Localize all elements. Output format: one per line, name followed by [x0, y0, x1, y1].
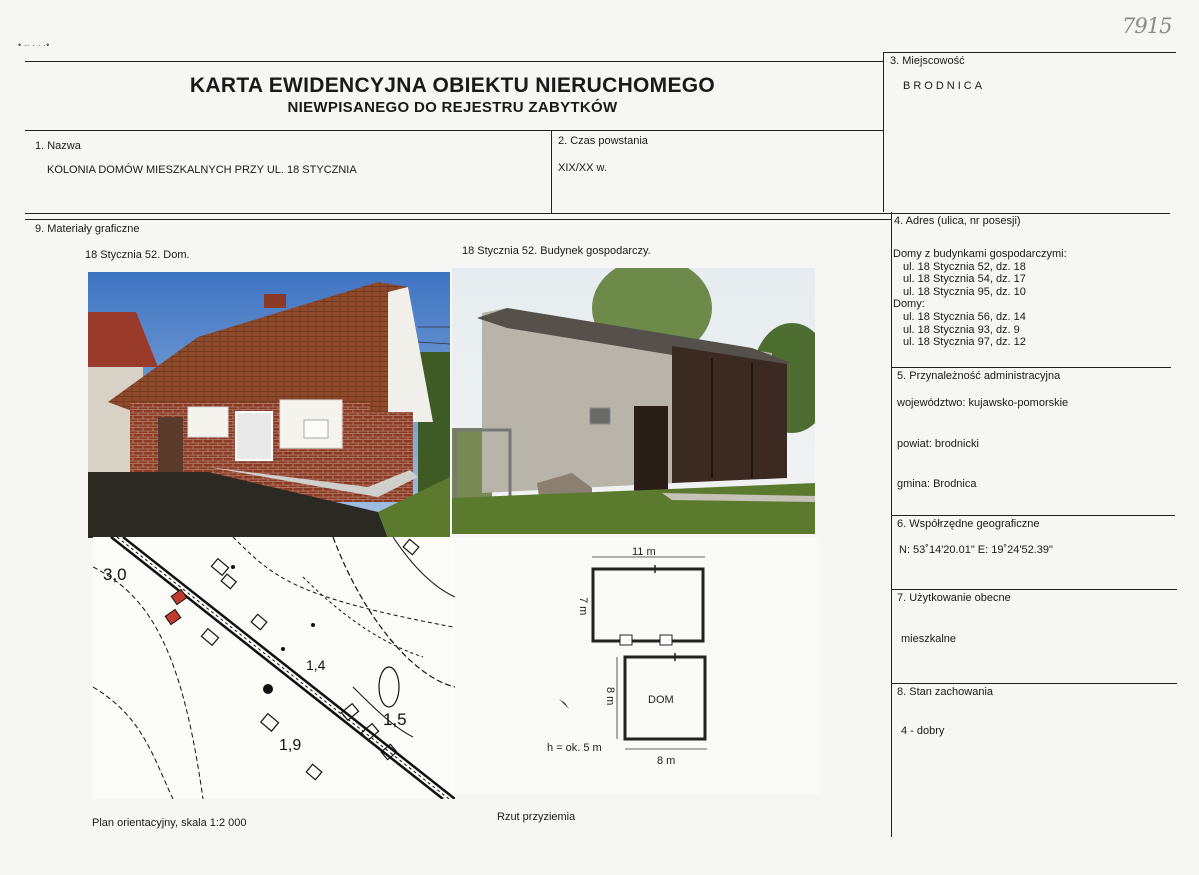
adres-line: ul. 18 Stycznia 93, dz. 9: [903, 323, 1020, 336]
plan-dom-label: DOM: [648, 694, 674, 706]
photo-barn: [452, 268, 815, 534]
czas-label: 2. Czas powstania: [558, 135, 648, 147]
document-title: KARTA EWIDENCYJNA OBIEKTU NIERUCHOMEGO: [189, 74, 716, 97]
plan-width-bottom: 8 m: [657, 755, 676, 767]
adres-line: ul. 18 Stycznia 56, dz. 14: [903, 310, 1026, 323]
scan-mark: • ·· · · ·•: [18, 40, 50, 50]
wspolrzedne-value: N: 53˚14'20.01" E: 19˚24'52.39": [899, 544, 1053, 556]
powiat-value: powiat: brodnicki: [897, 438, 979, 450]
adres-list: [893, 248, 1067, 349]
wspolrzedne-label: 6. Współrzędne geograficzne: [897, 518, 1040, 530]
uzytkowanie-label: 7. Użytkowanie obecne: [897, 592, 1011, 604]
adres-bottom-rule: [891, 367, 1171, 368]
photo-house: [88, 272, 450, 538]
materialy-label: 9. Materiały graficzne: [35, 223, 140, 235]
przynaleznosc-label: 5. Przynależność administracyjna: [897, 370, 1061, 382]
map-label-1-5: 1,5: [383, 710, 407, 729]
stan-value: 4 - dobry: [901, 725, 945, 737]
wojewodztwo-value: województwo: kujawsko-pomorskie: [897, 397, 1069, 409]
adres-line: Domy z budynkami gospodarczymi:: [893, 248, 1067, 260]
top-rule: [25, 61, 883, 62]
photo-house-caption: 18 Stycznia 52. Dom.: [85, 249, 190, 261]
uzytkowanie-bottom-rule: [891, 683, 1177, 684]
map-label-1-4: 1,4: [306, 657, 326, 673]
name-date-divider: [551, 130, 552, 214]
plan-caption: Rzut przyziemia: [497, 811, 576, 823]
stan-label: 8. Stan zachowania: [897, 686, 994, 698]
wspolrzedne-bottom-rule: [891, 589, 1177, 590]
map-caption: Plan orientacyjny, skala 1:2 000: [92, 817, 247, 829]
adres-line: ul. 18 Stycznia 54, dz. 17: [903, 273, 1026, 286]
map-label-1-9: 1,9: [279, 737, 302, 754]
uzytkowanie-value: mieszkalne: [901, 633, 957, 645]
map-label-3-0: 3,0: [103, 565, 127, 584]
document-subtitle: NIEWPISANEGO DO REJESTRU ZABYTKÓW: [287, 99, 618, 116]
miejscowosc-label: 3. Miejscowość: [890, 55, 965, 67]
nazwa-label: 1. Nazwa: [35, 140, 81, 152]
adres-line: ul. 18 Stycznia 52, dz. 18: [903, 260, 1026, 273]
name-bottom-rule: [25, 213, 1170, 214]
plan-height-left: 7 m: [577, 597, 589, 616]
nazwa-value: KOLONIA DOMÓW MIESZKALNYCH PRZY UL. 18 STYCZNIA: [47, 164, 357, 176]
photo-barn-caption: 18 Stycznia 52. Budynek gospodarczy.: [462, 245, 651, 257]
czas-value: XIX/XX w.: [558, 162, 607, 174]
archive-stamp-number: 7915: [1122, 14, 1172, 38]
adres-line: ul. 18 Stycznia 95, dz. 10: [903, 285, 1026, 298]
right-column-divider-lower: [891, 212, 892, 837]
top-rule-right: [883, 52, 1176, 53]
gmina-value: gmina: Brodnica: [897, 478, 977, 490]
site-map: [93, 537, 455, 799]
north-arrow-icon: [559, 699, 569, 709]
plan-width-top: 11 m: [632, 546, 656, 558]
przynaleznosc-bottom-rule: [891, 515, 1175, 516]
materials-rule: [25, 219, 891, 220]
adres-line: ul. 18 Stycznia 97, dz. 12: [903, 336, 1026, 349]
right-column-divider: [883, 52, 884, 212]
plan-height-note: h = ok. 5 m: [547, 742, 602, 754]
adres-line: Domy:: [893, 298, 925, 311]
miejscowosc-value: BRODNICA: [903, 80, 986, 92]
floor-plan: [455, 537, 820, 795]
adres-label: 4. Adres (ulica, nr posesji): [894, 215, 1021, 227]
header-bottom-rule: [25, 130, 883, 131]
plan-height-dom: 8 m: [604, 687, 616, 706]
